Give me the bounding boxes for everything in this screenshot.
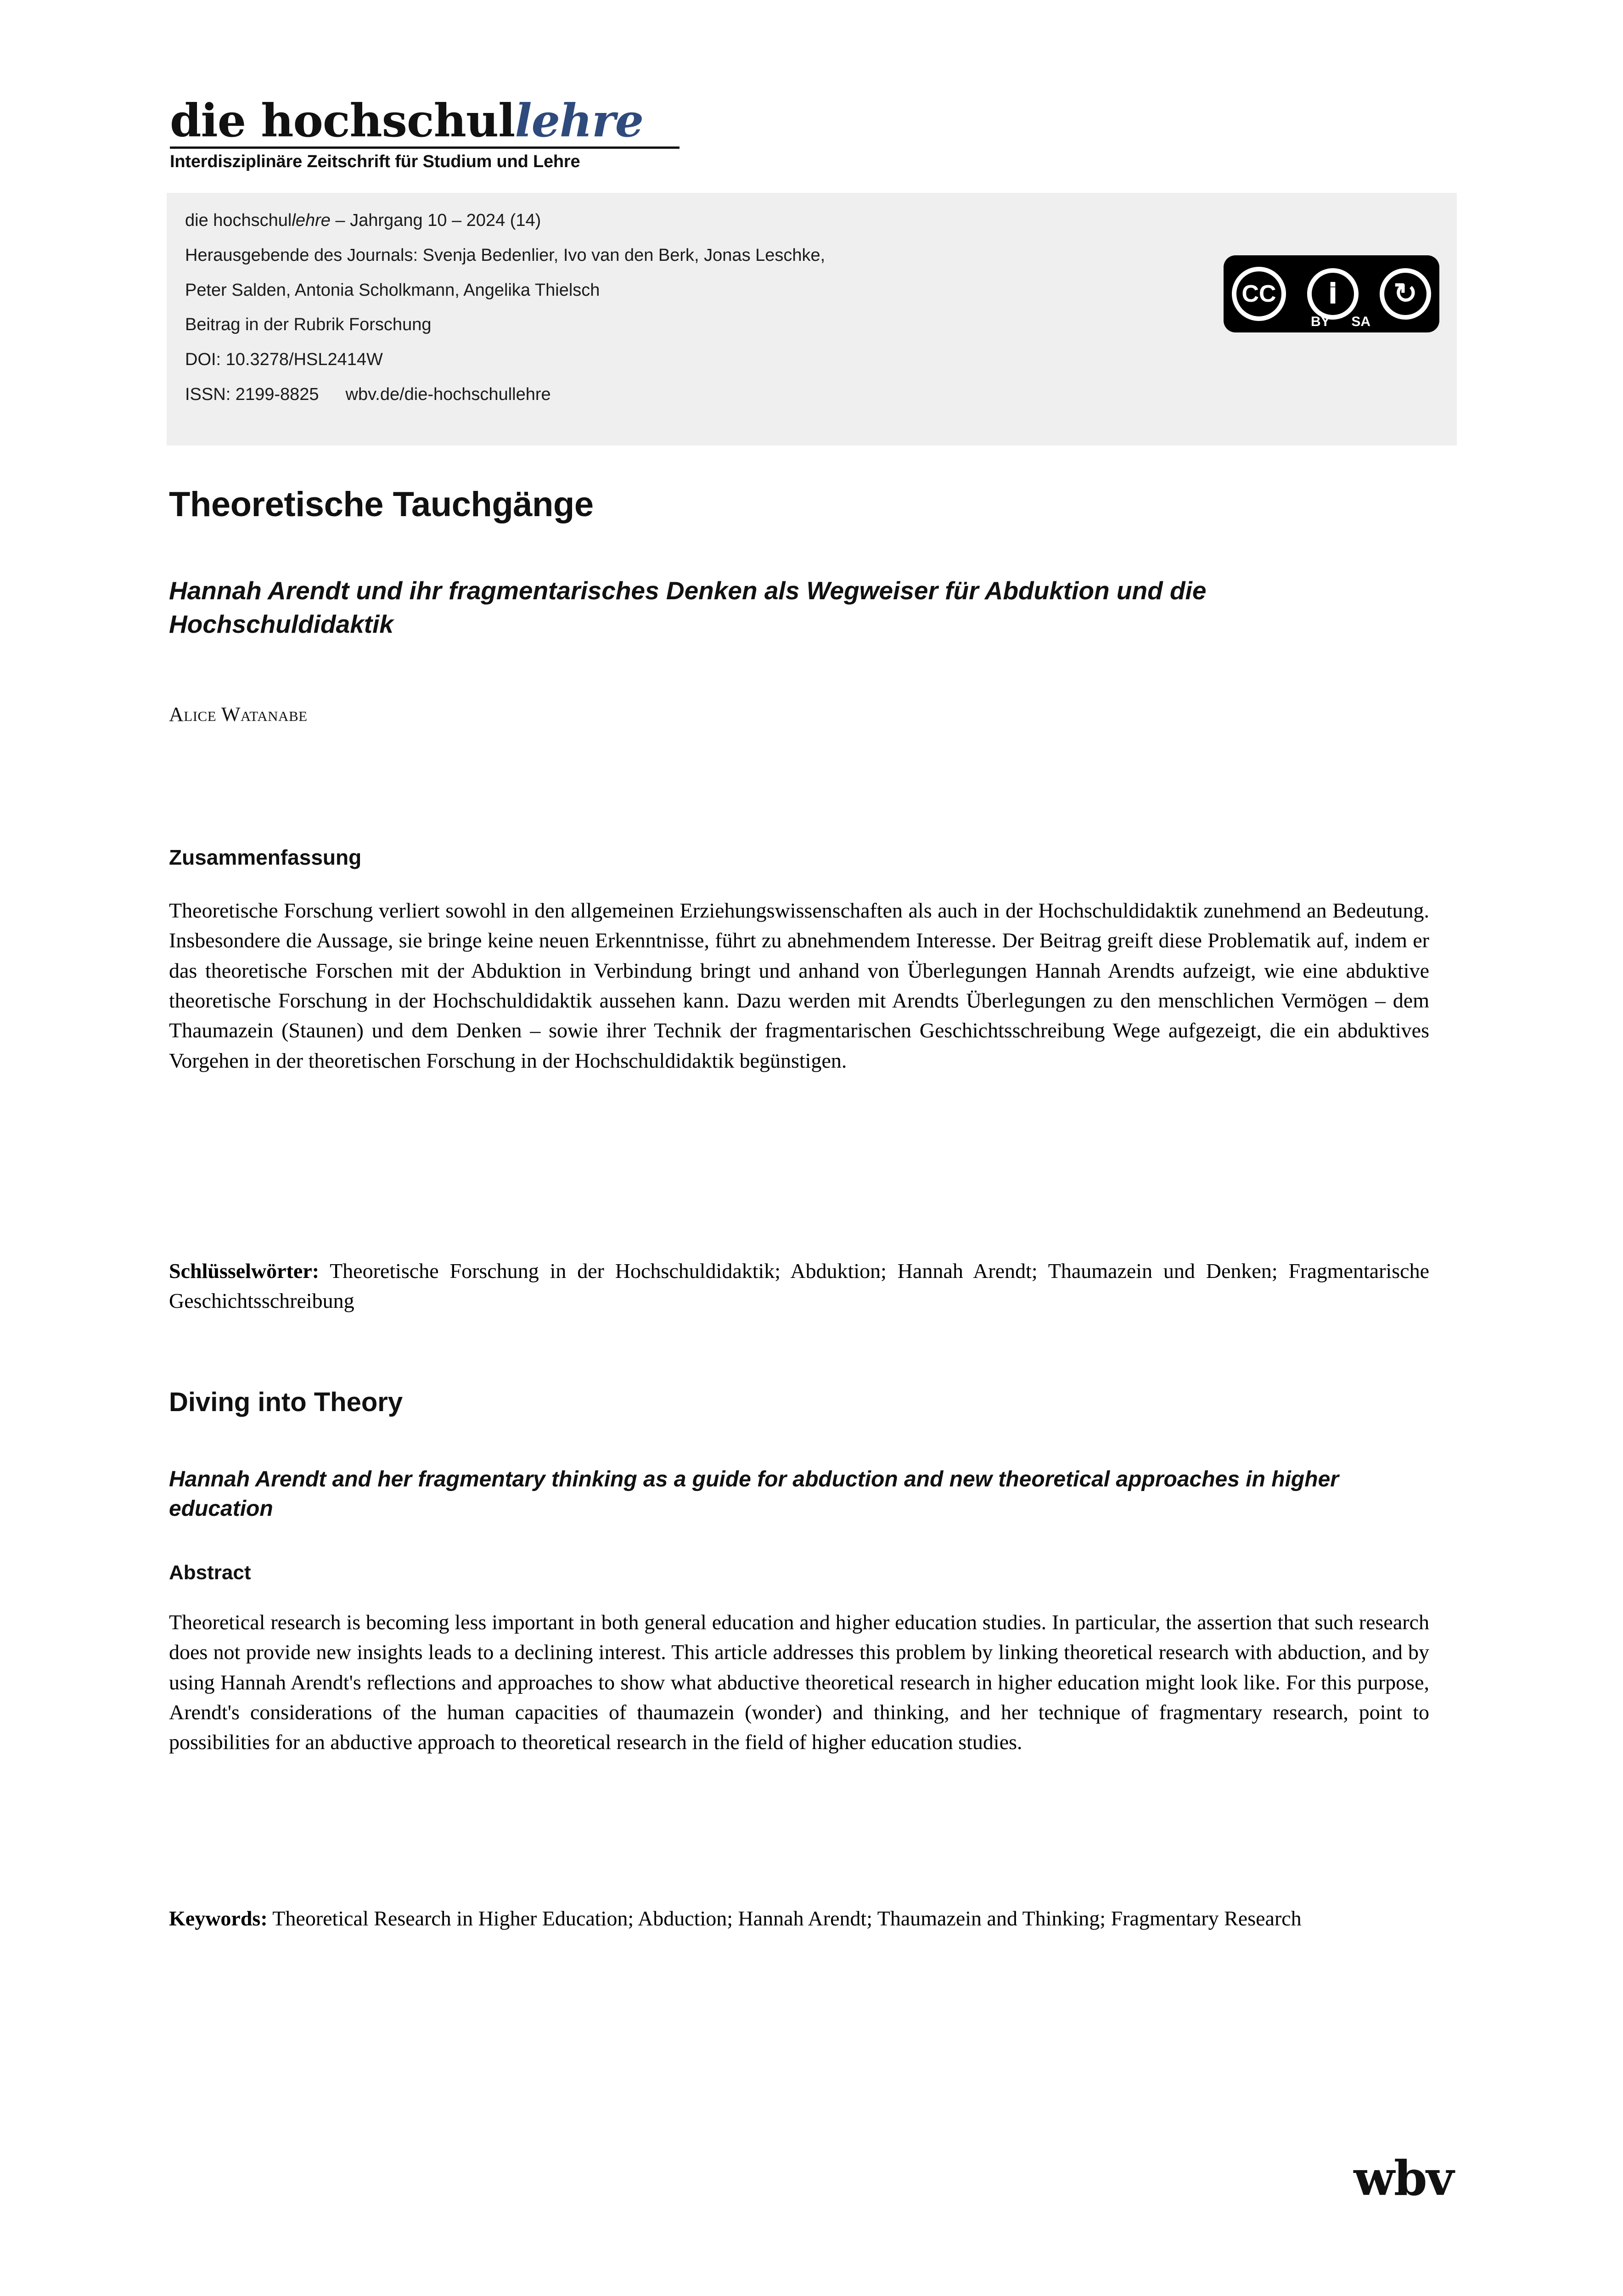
heading-diving-into-theory: Diving into Theory: [169, 1387, 403, 1417]
cc-labels: [1224, 314, 1439, 330]
publisher-logo: wbv: [1353, 2150, 1453, 2206]
issue-italic: lehre: [292, 211, 331, 230]
issue-line: [185, 208, 1149, 234]
cc-by-label: BY: [1311, 314, 1330, 329]
keywords-german: [169, 1256, 1429, 1316]
article-subtitle-english: Hannah Arendt and her fragmentary thinking as a guide for abduction and new theoretical approaches in higher education: [169, 1467, 1339, 1521]
keywords-german-label: Schlüsselwörter:: [169, 1259, 320, 1283]
issue-prefix: die hochschul: [185, 211, 292, 230]
article-title: Theoretische Tauchgänge: [169, 485, 594, 524]
creative-commons-license-badge[interactable]: [1224, 255, 1439, 332]
keywords-english: [169, 1903, 1429, 1933]
issn-line: [185, 382, 1149, 408]
journal-logo: [170, 95, 721, 147]
keywords-english-value: Theoretical Research in Higher Education; Abduction; Hannah Arendt; Thaumazein and Thinking; Fragmentary Research: [267, 1907, 1302, 1930]
journal-masthead: [170, 95, 721, 172]
article-author: Alice Watanabe: [169, 703, 308, 726]
article-subtitle: Hannah Arendt und ihr fragmentarisches Denken als Wegweiser für Abduktion und die Hochschuldidaktik: [169, 576, 1207, 638]
issue-suffix: – Jahrgang 10 – 2024 (14): [330, 211, 541, 230]
cc-sa-label: SA: [1351, 314, 1370, 329]
cc-sa-share-alike-icon: ↻: [1380, 268, 1431, 320]
editors-line-1: Herausgebende des Journals: Svenja Bedenlier, Ivo van den Berk, Jonas Leschke,: [185, 245, 826, 265]
journal-logo-main: die hochschul: [170, 95, 515, 147]
journal-subtitle: Interdisziplinäre Zeitschrift für Studium und Lehre: [170, 152, 580, 171]
abstract-german: Theoretische Forschung verliert sowohl in den allgemeinen Erziehungswissenschaften als auch in der Hochschuldidaktik zunehmend an Bedeutung. Insbesondere die Aussage, sie bringe keine neuen Erkenntnisse, führt zu abnehmendem Interesse. Der Beitrag greift diese Problematik auf, indem er das theoretische Forschen mit der Abduktion in Verbindung bringt und anhand von Überlegungen Hannah Arendts aufzeigt, wie eine abduktive theoretische Forschung in der Hochschuldidaktik aussehen kann. Dazu werden mit Arendts Überlegungen zu den menschlichen Vermögen – dem Thaumazein (Staunen) und dem Denken – sowie ihrer Technik der fragmentarischen Geschichtsschreibung Wege aufgezeigt, die ein abduktives Vorgehen in der theoretischen Forschung in der Hochschuldidaktik begünstigen.: [169, 899, 1429, 1072]
issn-value: ISSN: 2199-8825: [185, 384, 319, 404]
keywords-german-value: Theoretische Forschung in der Hochschuldidaktik; Abduktion; Hannah Arendt; Thaumazein und Denken; Fragmentarische Geschichtsschreibung: [169, 1259, 1429, 1313]
journal-logo-accent: lehre: [515, 95, 644, 147]
cc-by-person-icon: 𝐢: [1307, 268, 1359, 320]
doi-line: DOI: 10.3278/HSL2414W: [185, 350, 383, 369]
cc-logo-icon: CC: [1232, 267, 1286, 321]
journal-website-link[interactable]: wbv.de/die-hochschullehre: [345, 384, 551, 404]
heading-zusammenfassung: Zusammenfassung: [169, 845, 362, 869]
abstract-english: Theoretical research is becoming less important in both general education and higher education studies. In particular, the assertion that such research does not provide new insights leads to a declining interest. This article addresses this problem by linking theoretical research with abduction, and by using Hannah Arendt's reflections and approaches to show what abductive theoretical research in higher education might look like. For this purpose, Arendt's considerations of the human capacities of thaumazein (wonder) and thinking, and her technique of fragmentary research, point to possibilities for an abductive approach to theoretical research in the field of higher education studies.: [169, 1610, 1429, 1754]
heading-abstract: Abstract: [169, 1561, 251, 1584]
journal-metadata-lines: [185, 208, 1149, 416]
keywords-english-label: Keywords:: [169, 1907, 268, 1930]
editors-line-2: Peter Salden, Antonia Scholkmann, Angelika Thielsch: [185, 280, 600, 300]
rubric-line: Beitrag in der Rubrik Forschung: [185, 315, 432, 335]
journal-metadata-box: [167, 193, 1457, 445]
